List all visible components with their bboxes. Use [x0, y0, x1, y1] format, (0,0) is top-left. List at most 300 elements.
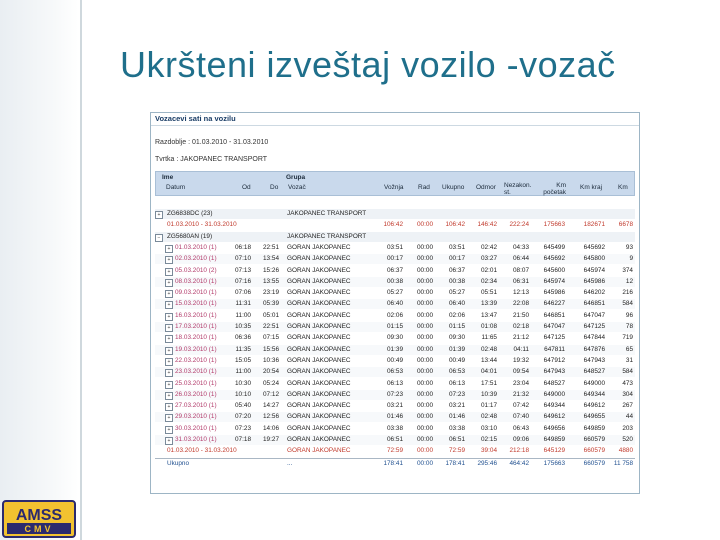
total-cell: 660579 — [583, 459, 605, 467]
row-cell: 09:54 — [513, 368, 529, 376]
row-cell: 645499 — [543, 243, 565, 251]
row-cell: 07:20 — [235, 413, 251, 421]
row-cell: 31 — [625, 356, 633, 364]
row-cell: 02:15 — [481, 436, 497, 443]
expand-row-icon[interactable]: + — [165, 381, 173, 389]
row-cell: 10:30 — [235, 379, 251, 387]
total-cell: 175663 — [543, 459, 565, 467]
row-cell: 374 — [622, 266, 633, 274]
row-cell: 06:51 — [387, 436, 403, 443]
row-cell: 00:38 — [449, 277, 465, 285]
expand-row-icon[interactable]: + — [165, 313, 173, 321]
row-cell: 02:48 — [481, 413, 497, 421]
row-cell: 22.03.2010 (1) — [175, 356, 217, 364]
row-cell: GORAN JAKOPANEC — [287, 289, 351, 297]
table-row — [155, 390, 635, 400]
row-cell: 645974 — [543, 277, 565, 285]
row-cell: 15:56 — [263, 345, 279, 353]
summary-cell: 660579 — [583, 447, 605, 455]
row-cell: 14:27 — [263, 402, 279, 410]
table-row — [155, 322, 635, 332]
row-cell: GORAN JAKOPANEC — [287, 379, 351, 387]
total-cell: 178:41 — [445, 459, 465, 467]
summary-cell: 4880 — [618, 447, 633, 455]
summary-cell: 72:59 — [449, 447, 465, 455]
left-divider-line — [80, 0, 82, 540]
vehicle-group: JAKOPANEC TRANSPORT — [287, 210, 367, 217]
row-cell: 29.03.2010 (1) — [175, 413, 217, 421]
row-cell: 07:23 — [387, 390, 403, 398]
row-cell: 18.03.2010 (1) — [175, 334, 217, 342]
expand-row-icon[interactable]: + — [165, 279, 173, 287]
vehicle-group-row — [155, 232, 635, 242]
vehicle-group: JAKOPANEC TRANSPORT — [287, 232, 367, 240]
row-cell: 00:00 — [417, 424, 433, 432]
row-cell: 203 — [622, 424, 633, 432]
row-cell: 649344 — [543, 402, 565, 410]
row-cell: 07:15 — [263, 334, 279, 342]
row-cell: 01:46 — [387, 413, 403, 421]
row-cell: 00:49 — [449, 356, 465, 364]
table-row — [155, 333, 635, 343]
row-cell: 05:01 — [263, 311, 279, 319]
header-odmor: Odmor — [476, 184, 496, 191]
collapse-toggle-icon[interactable]: − — [155, 234, 163, 242]
row-cell: 13:47 — [481, 311, 497, 319]
row-cell: 00:00 — [417, 356, 433, 364]
row-cell: GORAN JAKOPANEC — [287, 390, 351, 398]
table-row — [155, 412, 635, 422]
row-cell: 96 — [625, 311, 633, 319]
expand-row-icon[interactable]: + — [165, 347, 173, 355]
row-cell: 22:51 — [263, 323, 279, 330]
row-cell: 00:00 — [417, 289, 433, 297]
expand-row-icon[interactable]: + — [165, 324, 173, 332]
row-cell: 16.03.2010 (1) — [175, 311, 217, 319]
row-cell: 01.03.2010 (1) — [175, 243, 217, 251]
total-cell: ... — [287, 459, 293, 467]
row-cell: 01:39 — [449, 345, 465, 353]
row-cell: 660579 — [583, 436, 605, 443]
row-cell: 11:35 — [235, 345, 251, 353]
header-km: Km — [618, 184, 628, 191]
expand-row-icon[interactable]: + — [165, 268, 173, 276]
header-od: Od — [242, 184, 251, 191]
table-row — [155, 356, 635, 366]
row-cell: 15:05 — [235, 356, 251, 364]
row-cell: 03:51 — [449, 243, 465, 251]
row-cell: 06:18 — [235, 243, 251, 251]
header-datum: Datum — [166, 184, 186, 191]
summary-cell: 106:42 — [445, 221, 465, 229]
row-cell: 21:50 — [513, 311, 529, 319]
row-cell: 584 — [622, 300, 633, 308]
row-cell: 267 — [622, 402, 633, 410]
row-cell: 06:44 — [513, 255, 529, 263]
row-cell: 02:01 — [481, 266, 497, 274]
row-cell: 649000 — [583, 379, 605, 387]
summary-cell: 175663 — [543, 221, 565, 229]
row-cell: 645986 — [543, 289, 565, 297]
vehicle-name: ZG6838DC (23) — [167, 210, 213, 217]
amss-cmv-logo — [2, 500, 76, 538]
table-row — [155, 311, 635, 321]
row-cell: 647125 — [583, 323, 605, 330]
row-cell: 647912 — [543, 356, 565, 364]
expand-row-icon[interactable]: + — [165, 245, 173, 253]
total-cell: 11 758 — [613, 459, 633, 467]
row-cell: 647811 — [544, 345, 565, 353]
row-cell: 02:06 — [449, 311, 465, 319]
header-ime: Ime — [162, 174, 174, 181]
row-cell: 30.03.2010 (1) — [175, 424, 217, 432]
row-cell: 649655 — [583, 413, 605, 421]
expand-row-icon[interactable]: + — [165, 369, 173, 377]
row-cell: 473 — [622, 379, 633, 387]
row-cell: 00:00 — [417, 402, 433, 410]
row-cell: GORAN JAKOPANEC — [287, 334, 351, 342]
row-cell: 00:00 — [417, 277, 433, 285]
expand-row-icon[interactable]: + — [165, 256, 173, 264]
row-cell: 17.03.2010 (1) — [175, 323, 217, 330]
row-cell: 00:00 — [417, 243, 433, 251]
row-cell: 03:10 — [481, 424, 497, 432]
summary-cell: 182671 — [583, 221, 605, 229]
row-cell: 00:00 — [417, 345, 433, 353]
row-cell: 09:06 — [513, 436, 529, 443]
row-cell: 13:54 — [263, 255, 279, 263]
row-cell: 23:19 — [263, 289, 279, 297]
row-cell: 05:27 — [387, 289, 403, 297]
expand-row-icon[interactable]: + — [165, 335, 173, 343]
table-row — [155, 288, 635, 298]
table-row — [155, 367, 635, 377]
row-cell: 06:37 — [387, 266, 403, 274]
row-cell: 647844 — [583, 334, 605, 342]
summary-cell: 212:18 — [509, 447, 529, 455]
row-cell: 216 — [622, 289, 633, 297]
row-cell: 01:46 — [449, 413, 465, 421]
row-cell: 646851 — [543, 311, 565, 319]
row-cell: 00:49 — [387, 356, 403, 364]
row-cell: 22:08 — [513, 300, 529, 308]
table-row — [155, 435, 635, 445]
row-cell: GORAN JAKOPANEC — [287, 424, 351, 432]
row-cell: 10:36 — [263, 356, 279, 364]
row-cell: 26.03.2010 (1) — [175, 390, 217, 398]
row-cell: 04:11 — [513, 345, 529, 353]
row-cell: 22:51 — [263, 243, 279, 251]
row-cell: 02.03.2010 (1) — [175, 255, 217, 263]
row-cell: GORAN JAKOPANEC — [287, 436, 351, 443]
row-cell: 15.03.2010 (1) — [175, 300, 217, 308]
row-cell: 00:00 — [417, 436, 433, 443]
logo-top-text: AMSS — [15, 507, 63, 524]
row-cell: 649612 — [543, 413, 565, 421]
row-cell: GORAN JAKOPANEC — [287, 368, 351, 376]
row-cell: 09.03.2010 (1) — [175, 289, 217, 297]
expand-row-icon[interactable]: + — [165, 290, 173, 298]
table-row — [155, 299, 635, 309]
vehicle-summary-row — [155, 220, 635, 230]
row-cell: 05:27 — [449, 289, 465, 297]
row-cell: 10:10 — [235, 390, 251, 398]
row-cell: 00:00 — [417, 413, 433, 421]
row-cell: 00:00 — [417, 390, 433, 398]
row-cell: GORAN JAKOPANEC — [287, 402, 351, 410]
row-cell: 03:27 — [481, 255, 497, 263]
row-cell: 649859 — [543, 436, 565, 443]
row-cell: 00:17 — [387, 255, 403, 263]
row-cell: 08:07 — [513, 266, 529, 274]
row-cell: 21:12 — [513, 334, 529, 342]
header-km-pocetak: Km početak — [543, 182, 566, 196]
row-cell: 00:00 — [417, 311, 433, 319]
table-row — [155, 345, 635, 355]
row-cell: 647943 — [583, 356, 605, 364]
slide-title: Ukršteni izveštaj vozilo -vozač — [120, 44, 616, 85]
row-cell: GORAN JAKOPANEC — [287, 300, 351, 308]
row-cell: 648527 — [543, 379, 565, 387]
header-km-kraj: Km kraj — [580, 184, 603, 191]
row-cell: GORAN JAKOPANEC — [287, 345, 351, 353]
row-cell: 646202 — [583, 289, 605, 297]
summary-cell: 645129 — [543, 447, 565, 455]
row-cell: 09:30 — [387, 334, 403, 342]
row-cell: 07:13 — [235, 266, 251, 274]
row-cell: 07:18 — [235, 436, 251, 443]
row-cell: 03:38 — [449, 424, 465, 432]
row-cell: 04:33 — [513, 243, 529, 251]
row-cell: 02:34 — [481, 277, 497, 285]
row-cell: 06:13 — [449, 379, 465, 387]
row-cell: 05:24 — [263, 379, 279, 387]
row-cell: 31.03.2010 (1) — [175, 436, 217, 443]
row-cell: 00:00 — [417, 334, 433, 342]
total-cell: 178:41 — [383, 459, 403, 467]
row-cell: 02:18 — [513, 323, 529, 330]
report-firm: Tvrtka : JAKOPANEC TRANSPORT — [155, 156, 268, 163]
row-cell: 11:65 — [481, 334, 497, 342]
row-cell: 00:00 — [417, 266, 433, 274]
vehicle-summary-row — [155, 446, 635, 456]
row-cell: 645692 — [543, 255, 565, 263]
table-row — [155, 401, 635, 411]
row-cell: 19.03.2010 (1) — [175, 345, 217, 353]
expand-row-icon[interactable]: + — [165, 392, 173, 400]
row-cell: 06:43 — [513, 424, 529, 432]
row-cell: 06:13 — [387, 379, 403, 387]
table-row — [155, 243, 635, 253]
row-cell: 01:39 — [387, 345, 403, 353]
summary-cell: 39:04 — [481, 447, 497, 455]
table-header — [155, 171, 635, 196]
row-cell: 03:21 — [387, 402, 403, 410]
table-row — [155, 379, 635, 389]
row-cell: 00:00 — [417, 300, 433, 308]
expand-row-icon[interactable]: + — [165, 301, 173, 309]
row-cell: 05:51 — [481, 289, 497, 297]
row-cell: 719 — [622, 334, 633, 342]
row-cell: GORAN JAKOPANEC — [287, 323, 351, 330]
total-cell: 295:46 — [477, 459, 497, 467]
row-cell: 20:54 — [263, 368, 279, 376]
row-cell: 07:23 — [235, 424, 251, 432]
vehicle-name: ZG5680AN (19) — [167, 232, 213, 240]
row-cell: 06:37 — [449, 266, 465, 274]
row-cell: 647125 — [543, 334, 565, 342]
row-cell: 645800 — [583, 255, 605, 263]
row-cell: 649859 — [583, 424, 605, 432]
row-cell: 647943 — [543, 368, 565, 376]
vehicle-group-row — [155, 209, 635, 219]
row-cell: 17:51 — [481, 379, 497, 387]
row-cell: 19:32 — [513, 356, 529, 364]
summary-cell: GORAN JAKOPANEC — [287, 447, 351, 455]
row-cell: 520 — [622, 436, 633, 443]
row-cell: 11:31 — [235, 300, 251, 308]
row-cell: 05.03.2010 (2) — [175, 266, 217, 274]
row-cell: 14:06 — [263, 424, 279, 432]
row-cell: GORAN JAKOPANEC — [287, 311, 351, 319]
row-cell: 01:17 — [481, 402, 497, 410]
row-cell: 13:55 — [263, 277, 279, 285]
row-cell: 25.03.2010 (1) — [175, 379, 217, 387]
row-cell: 00:00 — [417, 368, 433, 376]
summary-cell: 00:00 — [417, 447, 433, 455]
row-cell: 65 — [625, 345, 633, 353]
row-cell: 9 — [629, 255, 633, 263]
row-cell: 00:00 — [417, 323, 433, 330]
row-cell: 07:06 — [235, 289, 251, 297]
row-cell: 06:51 — [449, 436, 465, 443]
row-cell: 00:00 — [417, 379, 433, 387]
row-cell: 649656 — [543, 424, 565, 432]
row-cell: 44 — [625, 413, 633, 421]
row-cell: 93 — [625, 243, 633, 251]
header-do: Do — [270, 184, 279, 191]
summary-cell: 00:00 — [417, 221, 433, 229]
row-cell: 12:56 — [263, 413, 279, 421]
header-ukupno: Ukupno — [442, 184, 465, 191]
summary-cell: 146:42 — [477, 221, 497, 229]
table-row — [155, 277, 635, 287]
row-cell: 645600 — [543, 266, 565, 274]
row-cell: 06:31 — [513, 277, 529, 285]
row-cell: 23.03.2010 (1) — [175, 368, 217, 376]
grand-total-row — [155, 458, 635, 469]
row-cell: 10:35 — [235, 323, 251, 330]
summary-cell: 106:42 — [383, 221, 403, 229]
left-sidebar-band — [0, 0, 78, 540]
row-cell: 02:48 — [481, 345, 497, 353]
table-row — [155, 266, 635, 276]
row-cell: 13:39 — [481, 300, 497, 308]
row-cell: 12 — [625, 277, 633, 285]
table-row — [155, 254, 635, 264]
row-cell: GORAN JAKOPANEC — [287, 255, 351, 263]
row-cell: 06:36 — [235, 334, 251, 342]
row-cell: 11:00 — [235, 368, 251, 376]
row-cell: GORAN JAKOPANEC — [287, 413, 351, 421]
row-cell: GORAN JAKOPANEC — [287, 243, 351, 251]
row-cell: 10:39 — [481, 390, 497, 398]
summary-cell: 72:59 — [387, 447, 403, 455]
row-cell: 19:27 — [263, 436, 279, 443]
row-cell: 00:38 — [387, 277, 403, 285]
expand-row-icon[interactable]: + — [165, 437, 173, 445]
row-cell: 645692 — [583, 243, 605, 251]
row-cell: GORAN JAKOPANEC — [287, 277, 351, 285]
header-grupa: Grupa — [286, 174, 306, 181]
row-cell: 06:53 — [449, 368, 465, 376]
report-period: Razdoblje : 01.03.2010 - 31.03.2010 — [155, 139, 269, 146]
row-cell: 02:42 — [481, 243, 497, 251]
row-cell: 07:40 — [513, 413, 529, 421]
row-cell: 03:51 — [387, 243, 403, 251]
row-cell: 09:30 — [449, 334, 465, 342]
total-cell: Ukupno — [167, 459, 190, 467]
row-cell: 646851 — [583, 300, 605, 308]
row-cell: 647047 — [583, 311, 605, 319]
row-cell: 07:10 — [235, 255, 251, 263]
row-cell: 07:42 — [513, 402, 529, 410]
row-cell: 05:39 — [263, 300, 279, 308]
row-cell: 78 — [625, 323, 633, 330]
row-cell: 648527 — [583, 368, 605, 376]
row-cell: GORAN JAKOPANEC — [287, 356, 351, 364]
row-cell: 05:40 — [235, 402, 251, 410]
row-cell: 00:17 — [449, 255, 465, 263]
report-title: Vozacevi sati na vozilu — [151, 113, 639, 126]
header-voznja: Vožnja — [384, 184, 404, 191]
row-cell: 04:01 — [481, 368, 497, 376]
header-rad: Rad — [418, 184, 430, 191]
row-cell: 01:15 — [449, 323, 465, 330]
row-cell: 06:40 — [387, 300, 403, 308]
row-cell: 584 — [622, 368, 633, 376]
expand-toggle-icon[interactable]: + — [155, 211, 163, 219]
row-cell: 07:16 — [235, 277, 251, 285]
row-cell: 01:15 — [387, 323, 403, 330]
row-cell: 06:40 — [449, 300, 465, 308]
row-cell: 645974 — [583, 266, 605, 274]
summary-cell: 01.03.2010 - 31.03.2010 — [167, 447, 237, 455]
row-cell: 649612 — [583, 402, 605, 410]
row-cell: 15:26 — [263, 266, 279, 274]
expand-row-icon[interactable]: + — [165, 358, 173, 366]
row-cell: 13:44 — [481, 356, 497, 364]
total-cell: 00:00 — [417, 459, 433, 467]
row-cell: GORAN JAKOPANEC — [287, 266, 351, 274]
header-nezakon: Nezakon. st. — [504, 182, 532, 196]
expand-row-icon[interactable]: + — [165, 403, 173, 411]
row-cell: 03:38 — [387, 424, 403, 432]
expand-row-icon[interactable]: + — [165, 414, 173, 422]
row-cell: 23:04 — [513, 379, 529, 387]
row-cell: 646227 — [543, 300, 565, 308]
row-cell: 12:13 — [513, 289, 529, 297]
total-cell: 464:42 — [509, 459, 529, 467]
expand-row-icon[interactable]: + — [165, 426, 173, 434]
summary-cell: 6678 — [618, 221, 633, 229]
row-cell: 01:08 — [481, 323, 497, 330]
row-cell: 645986 — [583, 277, 605, 285]
row-cell: 08.03.2010 (1) — [175, 277, 217, 285]
header-vozac: Vozač — [288, 184, 306, 191]
row-cell: 11:00 — [235, 311, 251, 319]
logo-bottom-text: CMV — [24, 524, 54, 534]
